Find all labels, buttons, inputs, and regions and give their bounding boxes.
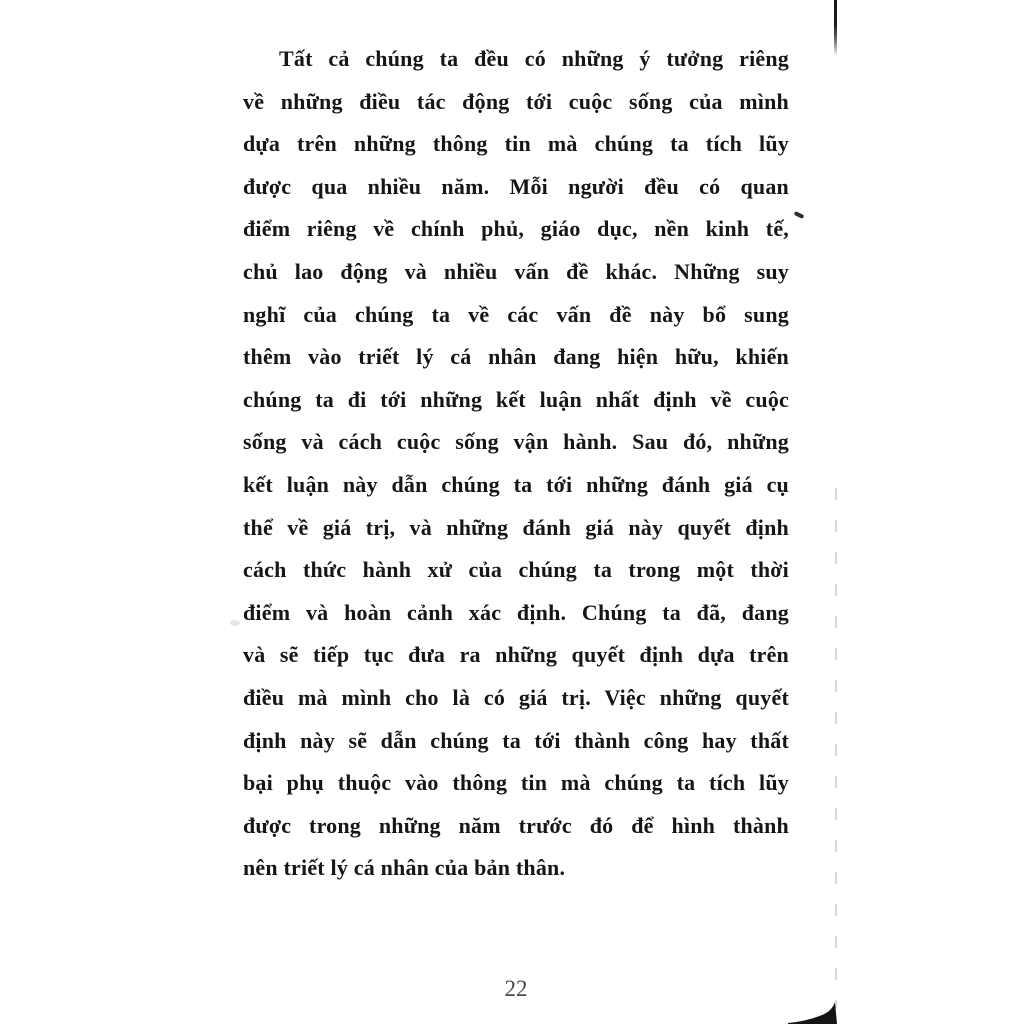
text-line: điểm riêng về chính phủ, giáo dục, nền kinh tế, <box>243 216 789 242</box>
spine-shadow-line <box>834 0 837 56</box>
text-line: nghĩ của chúng ta về các vấn đề này bổ sung <box>243 301 789 327</box>
paragraph <box>243 38 789 890</box>
text-line: thể về giá trị, và những đánh giá này quyết định <box>243 514 789 540</box>
text-line: Tất cả chúng ta đều có những ý tưởng riêng <box>279 46 789 71</box>
text-line: và sẽ tiếp tục đưa ra những quyết định dựa trên <box>243 642 789 668</box>
margin-smudge <box>230 620 240 626</box>
text-line: thêm vào triết lý cá nhân đang hiện hữu, khiến <box>243 344 789 370</box>
text-line: được trong những năm trước đó để hình thành <box>243 812 789 838</box>
text-line: dựa trên những thông tin mà chúng ta tích lũy <box>243 131 789 157</box>
text-line: định này sẽ dẫn chúng ta tới thành công hay thất <box>243 727 789 753</box>
text-line: chúng ta đi tới những kết luận nhất định về cuộc <box>243 386 789 412</box>
text-line: nên triết lý cá nhân của bản thân. <box>243 855 566 881</box>
text-line: kết luận này dẫn chúng ta tới những đánh giá cụ <box>243 471 789 497</box>
page-number: 22 <box>504 976 528 1001</box>
text-line: bại phụ thuộc vào thông tin mà chúng ta tích lũy <box>243 770 789 796</box>
text-line: điều mà mình cho là có giá trị. Việc những quyết <box>243 684 789 710</box>
corner-fold-shadow <box>786 1002 840 1024</box>
stray-ink-mark <box>794 211 805 219</box>
text-line: cách thức hành xử của chúng ta trong một thời <box>243 557 789 583</box>
page-edge-line <box>835 488 837 1008</box>
text-line: điểm và hoàn cảnh xác định. Chúng ta đã, đang <box>243 599 789 625</box>
text-line: sống và cách cuộc sống vận hành. Sau đó, những <box>243 429 789 455</box>
text-line: chủ lao động và nhiều vấn đề khác. Những suy <box>243 258 789 284</box>
text-line: về những điều tác động tới cuộc sống của mình <box>243 88 789 114</box>
text-line: được qua nhiều năm. Mỗi người đều có quan <box>243 173 789 199</box>
